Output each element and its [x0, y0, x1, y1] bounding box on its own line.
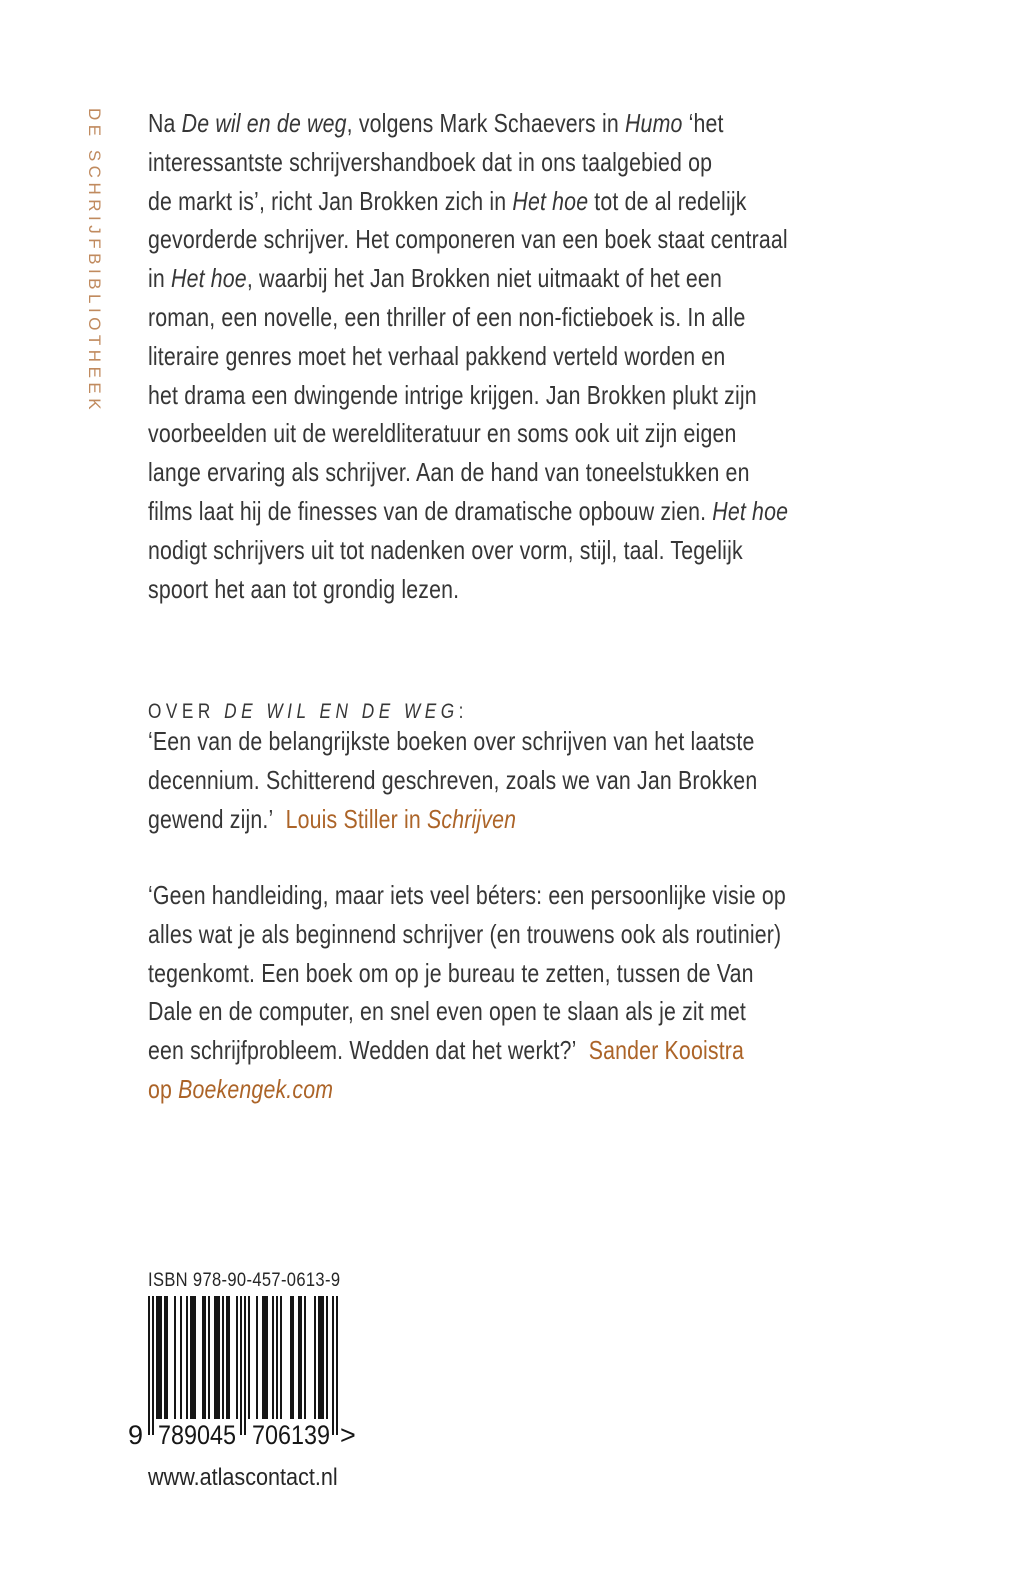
text-segment: Humo: [624, 108, 683, 138]
text-line: [148, 143, 788, 182]
text-line: [148, 414, 788, 453]
text-segment: Louis Stiller in: [285, 803, 428, 834]
text-segment: Het hoe: [512, 185, 589, 216]
text-line: [148, 722, 757, 761]
isbn-label: ISBN 978-90-457-0613-9: [148, 1270, 341, 1291]
barcode-digits: 706139: [252, 1420, 330, 1450]
text-line: [148, 876, 786, 915]
text-segment: :: [458, 700, 468, 723]
text-segment: ‘het: [682, 108, 724, 138]
text-segment: decennium. Schitterend geschreven, zoals we van Jan Brokken: [148, 764, 758, 795]
text-line: [148, 376, 788, 415]
text-segment: interessantste schrijvershandboek dat in ons taalgebied op: [148, 146, 713, 177]
text-segment: voorbeelden uit de wereldliteratuur en soms ook uit zijn eigen: [148, 418, 737, 449]
text-segment: Sander Kooistra: [588, 1035, 745, 1066]
text-segment: lange ervaring als schrijver. Aan de hand van toneelstukken en: [148, 457, 750, 488]
text-segment: , volgens Mark Schaevers in: [346, 108, 625, 138]
text-segment: Dale en de computer, en snel even open te slaan als je zit met: [148, 996, 747, 1027]
review-section-heading: [148, 700, 538, 724]
text-segment: het drama een dwingende intrige krijgen. Jan Brokken plukt zijn: [148, 379, 757, 410]
text-segment: alles wat je als beginnend schrijver (en trouwens ook als routinier): [148, 918, 782, 949]
text-segment: De wil en de weg: [181, 108, 347, 138]
barcode-digits: >: [340, 1420, 356, 1450]
text-segment: Na: [148, 108, 182, 138]
text-segment: tot de al redelijk: [588, 185, 747, 216]
text-segment: gevorderde schrijver. Het componeren van een boek staat centraal: [148, 224, 788, 255]
text-segment: ‘Een van de belangrijkste boeken over schrijven van het laatste: [148, 726, 755, 756]
text-segment: in: [148, 263, 172, 294]
text-segment: de markt is’, richt Jan Brokken zich in: [148, 185, 513, 216]
text-segment: spoort het aan tot grondig lezen.: [148, 573, 460, 604]
barcode-digits: 9: [128, 1420, 144, 1450]
series-spine-label: DE SCHRIJFBIBLIOTHEEK: [85, 108, 104, 415]
text-segment: literaire genres moet het verhaal pakkend verteld worden en: [148, 340, 726, 371]
text-line: [148, 453, 788, 492]
text-segment: tegenkomt. Een boek om op je bureau te zetten, tussen de Van: [148, 957, 754, 988]
text-segment: nodigt schrijvers uit tot nadenken over vorm, stijl, taal. Tegelijk: [148, 534, 743, 565]
text-line: [148, 337, 788, 376]
text-segment: Het hoe: [712, 495, 789, 526]
review-quote-1: [148, 722, 891, 838]
text-segment: OVER: [148, 700, 225, 723]
text-line: [148, 954, 786, 993]
text-line: [148, 1031, 786, 1070]
barcode-digits: 789045: [158, 1420, 236, 1450]
barcode-svg: [126, 1296, 362, 1450]
text-line: [148, 104, 788, 143]
text-line: [148, 531, 788, 570]
publisher-website-url: www.atlascontact.nl: [148, 1464, 338, 1491]
text-line: [148, 992, 786, 1031]
blurb-paragraph: [148, 104, 929, 608]
text-segment: ‘Geen handleiding, maar iets veel béters: een persoonlijke visie op: [148, 880, 786, 910]
text-line: [148, 915, 786, 954]
text-segment: op: [148, 1073, 179, 1104]
text-line: [148, 182, 788, 221]
barcode: [126, 1296, 362, 1450]
review-quote-2: [148, 876, 926, 1109]
text-line: [148, 700, 468, 724]
text-line: [148, 259, 788, 298]
text-line: [148, 800, 757, 839]
text-line: [148, 1070, 786, 1109]
text-segment: , waarbij het Jan Brokken niet uitmaakt of het een: [246, 263, 722, 294]
text-segment: roman, een novelle, een thriller of een non-fictieboek is. In alle: [148, 301, 746, 332]
text-segment: Boekengek.com: [178, 1073, 334, 1104]
text-line: [148, 298, 788, 337]
text-segment: Het hoe: [171, 263, 247, 294]
text-segment: Schrijven: [427, 803, 517, 834]
text-line: [148, 761, 757, 800]
text-segment: DE WIL EN DE WEG: [224, 700, 459, 723]
text-segment: een schrijfprobleem. Wedden dat het werkt?’: [148, 1035, 589, 1066]
text-line: [148, 570, 788, 609]
text-segment: films laat hij de finesses van de dramatische opbouw zien.: [148, 495, 713, 526]
text-line: [148, 492, 788, 531]
text-segment: gewend zijn.’: [148, 803, 286, 834]
text-line: [148, 220, 788, 259]
